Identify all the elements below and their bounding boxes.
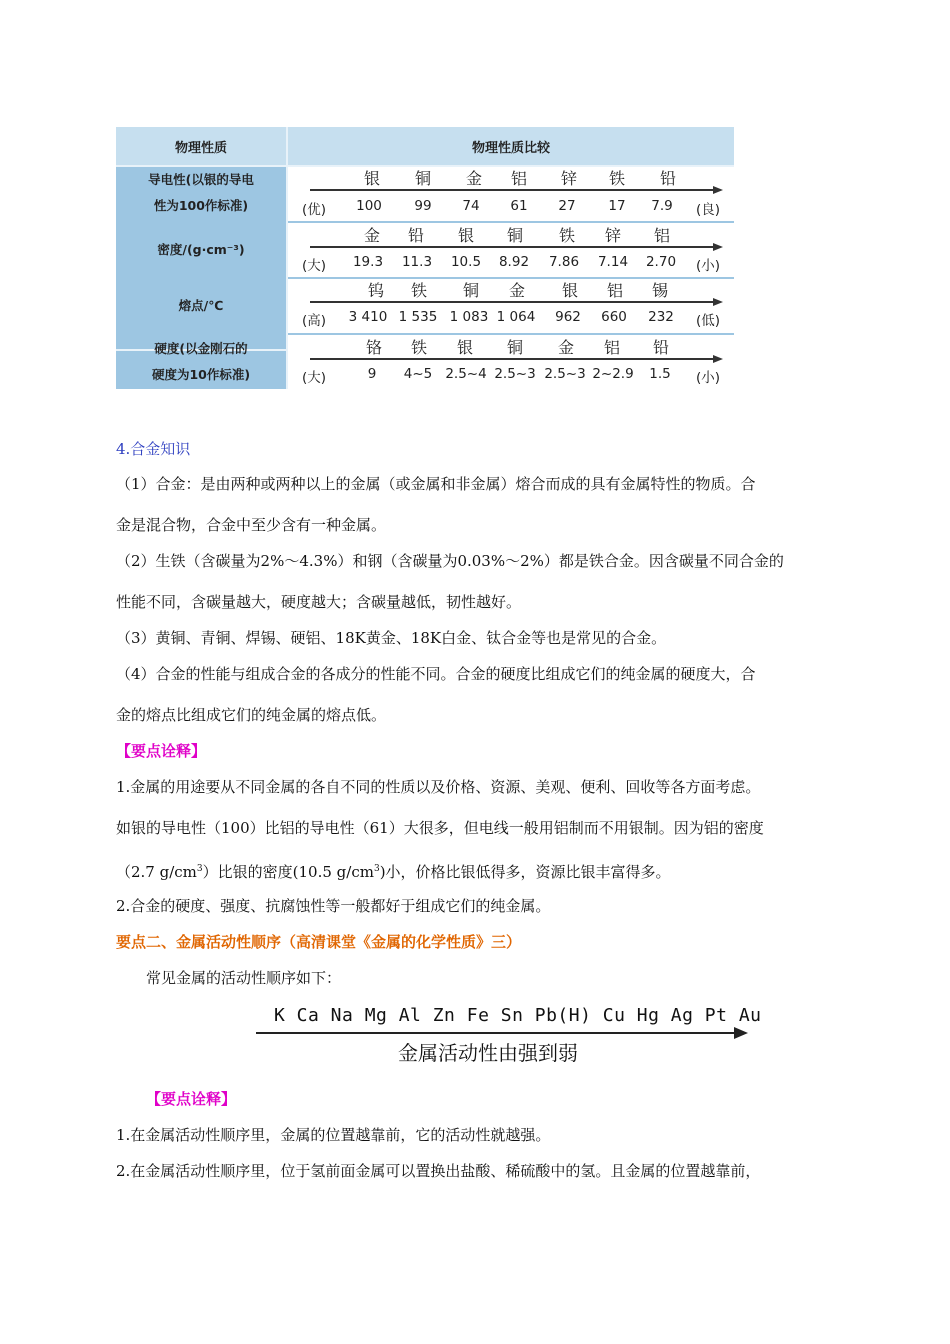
section-title-activity-series: 要点二、金属活动性顺序（高清课堂《金属的化学性质》三）	[116, 933, 522, 951]
row-label-line: 硬度为10作标准)	[151, 367, 251, 382]
superscript: 3	[196, 864, 203, 874]
metal-cell: 金	[465, 169, 483, 188]
value-cell: 2~2.9	[592, 366, 634, 382]
row-label-line: 硬度(以金刚石的	[154, 341, 248, 356]
value-cell: 7.86	[548, 254, 580, 270]
metal-cell: 金	[508, 281, 526, 300]
paragraph-line: 性能不同，含碳量越大，硬度越大；含碳量越低，韧性越好。	[116, 593, 522, 611]
order-arrow-head	[713, 243, 723, 251]
metal-cell: 锡	[651, 281, 669, 300]
text-run: （2.7 g/cm	[116, 863, 197, 881]
paragraph-line: （2）生铁（含碳量为2%～4.3%）和钢（含碳量为0.03%～2%）都是铁合金。因含碳量不同合金的	[116, 552, 784, 570]
metal-cell: 铝	[510, 169, 528, 188]
metal-cell: 铜	[462, 281, 480, 300]
value-cell: 100	[356, 198, 382, 214]
order-arrow-line	[310, 189, 715, 191]
row-label-conductivity	[116, 165, 286, 221]
notes-heading: 【要点诠释】	[146, 1090, 237, 1108]
metal-cell: 铬	[365, 338, 383, 357]
value-cell: 27	[558, 198, 576, 214]
metal-cell: 铁	[608, 169, 626, 188]
paragraph-line: （4）合金的性能与组成合金的各成分的性能不同。合金的硬度比组成它们的纯金属的硬度大，合	[116, 665, 756, 683]
paragraph-line	[116, 859, 671, 882]
order-arrow-head	[713, 355, 723, 363]
value-cell: 2.5~3	[494, 366, 536, 382]
section-title-alloy: 4.合金知识	[116, 440, 191, 458]
order-end-label: (小)	[695, 258, 721, 274]
value-cell: 962	[555, 309, 581, 325]
paragraph-line: 如银的导电性（100）比铝的导电性（61）大很多，但电线一般用铝制而不用银制。因为铝的密度	[116, 819, 764, 837]
order-arrow-head	[713, 298, 723, 306]
paragraph-line: 1.金属的用途要从不同金属的各自不同的性质以及价格、资源、美观、便利、回收等各方面考虑。	[116, 778, 761, 796]
value-cell: 232	[648, 309, 674, 325]
order-start-label: (优)	[301, 202, 327, 218]
value-cell: 10.5	[450, 254, 482, 270]
notes-heading: 【要点诠释】	[116, 742, 207, 760]
metal-cell: 铅	[659, 169, 677, 188]
metal-cell: 银	[457, 226, 475, 245]
paragraph-line: 2.合金的硬度、强度、抗腐蚀性等一般都好于组成它们的纯金属。	[116, 897, 551, 915]
table-header-property: 物理性质	[116, 127, 286, 165]
value-cell: 1 064	[496, 309, 536, 325]
paragraph-line: 2.在金属活动性顺序里，位于氢前面金属可以置换出盐酸、稀硫酸中的氢。且金属的位置越靠前，	[116, 1162, 761, 1180]
metal-cell: 金	[363, 226, 381, 245]
metal-cell: 银	[363, 169, 381, 188]
order-start-label: (高)	[301, 313, 327, 329]
paragraph-line: （1）合金：是由两种或两种以上的金属（或金属和非金属）熔合而成的具有金属特性的物质。合	[116, 475, 756, 493]
metal-cell: 铁	[410, 281, 428, 300]
value-cell: 7.14	[597, 254, 629, 270]
value-cell: 3 410	[348, 309, 388, 325]
paragraph-line: （3）黄铜、青铜、焊锡、硬铝、18K黄金、18K白金、钛合金等也是常见的合金。	[116, 629, 667, 647]
order-start-label: (大)	[301, 258, 327, 274]
row-label-melting-point	[116, 279, 286, 333]
value-cell: 1 535	[398, 309, 438, 325]
value-cell: 4~5	[403, 366, 433, 382]
order-end-label: (良)	[695, 202, 721, 218]
value-cell: 11.3	[401, 254, 433, 270]
value-cell: 2.70	[645, 254, 677, 270]
activity-series-figure	[256, 1005, 762, 1067]
metal-cell: 铁	[558, 226, 576, 245]
table-header-comparison: 物理性质比较	[288, 127, 734, 165]
property-comparison-table	[116, 127, 734, 389]
value-cell: 9	[367, 366, 377, 382]
paragraph-line: 金的熔点比组成它们的纯金属的熔点低。	[116, 706, 387, 724]
metal-cell: 铜	[414, 169, 432, 188]
metal-cell: 钨	[367, 281, 385, 300]
text-run: ）比银的密度(10.5 g/cm	[202, 863, 374, 881]
value-cell: 2.5~3	[544, 366, 586, 382]
row-body-conductivity	[288, 167, 734, 221]
metal-cell: 铜	[506, 338, 524, 357]
order-end-label: (低)	[695, 313, 721, 329]
row-body-hardness	[288, 335, 734, 389]
row-label-line: 性为100作标准)	[153, 198, 249, 213]
metal-cell: 铝	[603, 338, 621, 357]
order-arrow-line	[310, 246, 715, 248]
metal-cell: 锌	[604, 226, 622, 245]
value-cell: 660	[601, 309, 627, 325]
metal-cell: 铜	[506, 226, 524, 245]
metal-cell: 锌	[560, 169, 578, 188]
value-cell: 7.9	[651, 198, 673, 214]
paragraph-line: 金是混合物，合金中至少含有一种金属。	[116, 516, 387, 534]
metal-cell: 铅	[652, 338, 670, 357]
value-cell: 19.3	[352, 254, 384, 270]
order-start-label: (大)	[301, 370, 327, 386]
activity-arrow-line	[256, 1032, 736, 1034]
value-cell: 1 083	[449, 309, 489, 325]
order-arrow-line	[310, 358, 715, 360]
metal-cell: 银	[561, 281, 579, 300]
metal-cell: 铅	[407, 226, 425, 245]
order-arrow-head	[713, 186, 723, 194]
value-cell: 61	[510, 198, 528, 214]
superscript: 3	[373, 864, 380, 874]
metal-cell: 铝	[653, 226, 671, 245]
activity-series-symbols: K Ca Na Mg Al Zn Fe Sn Pb(H) Cu Hg Ag Pt Au	[274, 1005, 762, 1026]
metal-cell: 金	[557, 338, 575, 357]
activity-series-caption: 金属活动性由强到弱	[398, 1041, 578, 1065]
value-cell: 17	[608, 198, 626, 214]
text-run: )小，价格比银低得多，资源比银丰富得多。	[379, 863, 671, 881]
metal-cell: 铁	[410, 338, 428, 357]
row-label-line: 熔点/℃	[178, 298, 224, 313]
row-label-line: 密度/(g·cm⁻³)	[157, 242, 245, 257]
row-label-hardness	[116, 335, 286, 389]
row-body-density	[288, 223, 734, 277]
paragraph-line: 1.在金属活动性顺序里，金属的位置越靠前，它的活动性就越强。	[116, 1126, 551, 1144]
value-cell: 74	[462, 198, 480, 214]
value-cell: 99	[414, 198, 432, 214]
row-label-density	[116, 223, 286, 277]
value-cell: 8.92	[498, 254, 530, 270]
metal-cell: 银	[456, 338, 474, 357]
row-body-melting-point	[288, 279, 734, 333]
order-arrow-line	[310, 301, 715, 303]
paragraph-line: 常见金属的活动性顺序如下：	[146, 969, 342, 987]
order-end-label: (小)	[695, 370, 721, 386]
value-cell: 2.5~4	[445, 366, 487, 382]
metal-cell: 铝	[606, 281, 624, 300]
value-cell: 1.5	[649, 366, 671, 382]
row-label-line: 导电性(以银的导电	[148, 172, 254, 187]
activity-arrow-head	[734, 1027, 748, 1039]
